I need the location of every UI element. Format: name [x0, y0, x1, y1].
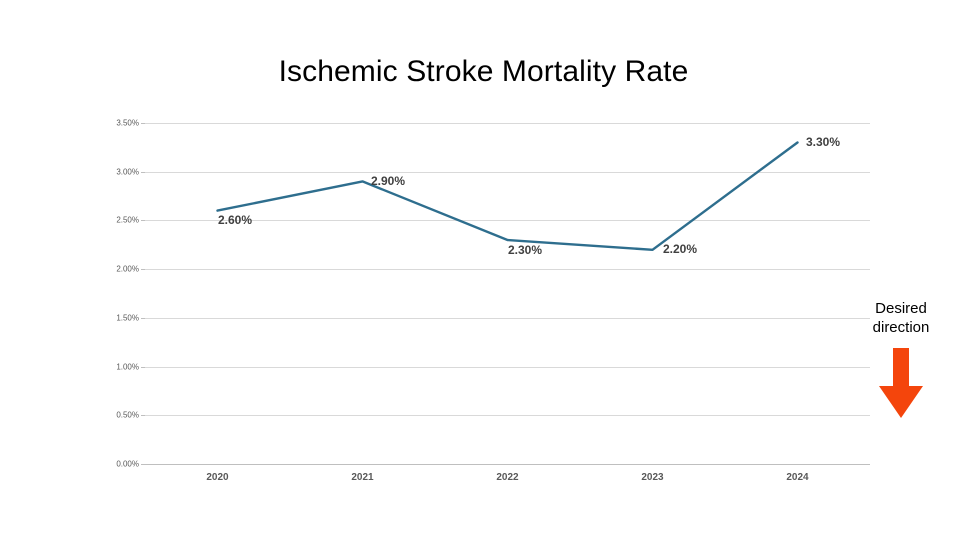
x-axis-tick-label: 2024 — [786, 472, 809, 483]
x-axis-tick-label: 2021 — [351, 472, 374, 483]
data-label: 3.30% — [805, 135, 841, 149]
data-label: 2.60% — [217, 213, 253, 227]
desired-direction-annotation — [846, 300, 956, 418]
down-arrow-icon — [879, 348, 923, 418]
series-line — [145, 123, 870, 464]
arrow-container — [846, 348, 956, 418]
chart-title: Ischemic Stroke Mortality Rate — [278, 55, 689, 88]
data-label: 2.30% — [507, 243, 543, 257]
x-axis-tick-label: 2022 — [496, 472, 519, 483]
x-axis-tick-label: 2020 — [206, 472, 229, 483]
x-axis-tick-label: 2023 — [641, 472, 664, 483]
y-tick-mark — [141, 464, 145, 465]
y-axis-tick-label: 0.50% — [116, 410, 139, 420]
y-axis-tick-label: 1.00% — [116, 362, 139, 372]
y-axis-tick-label: 2.50% — [116, 215, 139, 225]
chart-plot-area — [116, 118, 870, 483]
y-axis-tick-label: 3.50% — [116, 118, 139, 128]
data-label: 2.90% — [370, 174, 406, 188]
y-axis-tick-label: 0.00% — [116, 459, 139, 469]
x-axis-line — [116, 459, 870, 469]
data-label: 2.20% — [662, 242, 698, 256]
annotation-label: Desired direction — [872, 300, 930, 336]
y-axis-tick-label: 2.00% — [116, 264, 139, 274]
y-axis-tick-label: 3.00% — [116, 167, 139, 177]
y-axis-tick-label: 1.50% — [116, 313, 139, 323]
